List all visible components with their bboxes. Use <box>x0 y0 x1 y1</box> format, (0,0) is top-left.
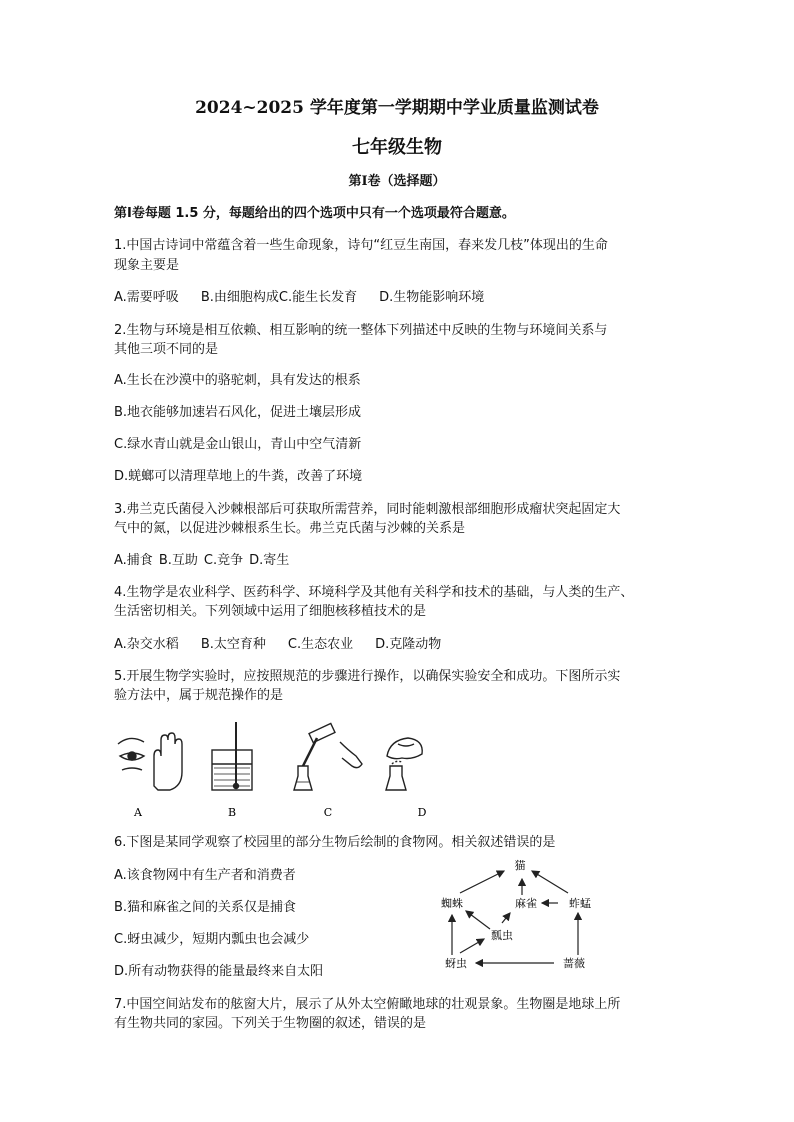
q3-stem-line-2: 气中的氮，以促进沙棘根系生长。弗兰克氏菌与沙棘的关系是 <box>114 521 466 536</box>
q2-option-c: C.绿水青山就是金山银山，青山中空气清新 <box>114 437 362 452</box>
q4-options <box>114 635 463 655</box>
section-heading: 第Ⅰ卷（选择题） <box>348 174 446 189</box>
q2-option-b: B.地衣能够加速岩石风化，促进土壤层形成 <box>114 405 362 420</box>
lab-operations-figure <box>112 720 452 825</box>
q1-option-a: A.需要呼吸 <box>114 290 179 305</box>
node-cat: 猫 <box>514 859 526 872</box>
exam-title: 2024~2025 学年度第一学期期中学业质量监测试卷 <box>195 98 599 118</box>
q1-stem-line-2: 现象主要是 <box>114 258 180 273</box>
q7-stem-line-1: 7.中国空间站发布的舷窗大片，展示了从外太空俯瞰地球的壮观景象。生物圈是地球上所 <box>114 997 621 1012</box>
q1-stem-line-1: 1.中国古诗词中常蕴含着一些生命现象，诗句“红豆生南国，春来发几枝”体现出的生命 <box>114 238 608 253</box>
q2-stem-line-1: 2.生物与环境是相互依赖、相互影响的统一整体下列描述中反映的生物与环境间关系与 <box>114 323 608 338</box>
food-web-diagram <box>430 855 610 975</box>
spray-bottle-drawing <box>386 738 422 790</box>
q4-stem-line-1: 4.生物学是农业科学、医药科学、环境科学及其他有关科学和技术的基础，与人类的生产、 <box>114 585 634 600</box>
q1-options <box>114 288 506 308</box>
q2-option-a: A.生长在沙漠中的骆驼刺，具有发达的根系 <box>114 373 361 388</box>
q5-stem-line-2: 验方法中，属于规范操作的是 <box>114 688 284 703</box>
q6-option-a: A.该食物网中有生产者和消费者 <box>114 868 296 883</box>
q7-stem-line-2: 有生物共同的家园。下列关于生物圈的叙述，错误的是 <box>114 1016 427 1031</box>
node-sparrow: 麻雀 <box>515 897 537 910</box>
q6-option-b: B.猫和麻雀之间的关系仅是捕食 <box>114 900 297 915</box>
q3-option-b: B.互助 <box>158 553 198 568</box>
q5-stem-line-1: 5.开展生物学实验时，应按照规范的步骤进行操作，以确保实验安全和成功。下图所示实 <box>114 669 621 684</box>
q1-option-c: C.能生长发育 <box>278 290 358 305</box>
q3-option-a: A.捕食 <box>114 553 153 568</box>
q4-option-c: C.生态农业 <box>287 637 354 652</box>
q4-option-a: A.杂交水稻 <box>114 637 179 652</box>
node-grasshopper: 蚱蜢 <box>569 897 591 910</box>
figure-label-b: B <box>227 806 237 819</box>
q1-option-d: D.生物能影响环境 <box>379 290 485 305</box>
q1-option-b: B.由细胞构成 <box>200 290 279 305</box>
q4-stem-line-2: 生活密切相关。下列领域中运用了细胞核移植技术的是 <box>114 604 427 619</box>
q6-option-c: C.蚜虫减少，短期内瓢虫也会减少 <box>114 932 310 947</box>
figure-label-a: A <box>134 806 142 819</box>
exam-subject: 七年级生物 <box>352 137 442 158</box>
figure-label-d: D <box>417 806 427 819</box>
test-tube-heating-drawing <box>294 723 362 790</box>
q6-stem: 6.下图是某同学观察了校园里的部分生物后绘制的食物网。相关叙述错误的是 <box>114 835 556 850</box>
node-spider: 蜘蛛 <box>441 897 463 910</box>
beaker-thermometer-drawing <box>212 722 252 790</box>
q3-stem-line-1: 3.弗兰克氏菌侵入沙棘根部后可获取所需营养，同时能刺激根部细胞形成瘤状突起固定大 <box>114 502 621 517</box>
node-ladybug: 瓢虫 <box>491 929 513 942</box>
q4-option-b: B.太空育种 <box>200 637 266 652</box>
q2-stem-line-2: 其他三项不同的是 <box>114 342 219 357</box>
q4-option-d: D.克隆动物 <box>375 637 442 652</box>
q2-option-d: D.蜣螂可以清理草地上的牛粪，改善了环境 <box>114 469 363 484</box>
smelling-gesture-drawing <box>118 733 182 790</box>
node-rose: 蔷薇 <box>563 957 585 970</box>
instructions: 第Ⅰ卷每题 1.5 分，每题给出的四个选项中只有一个选项最符合题意。 <box>114 206 515 221</box>
q3-options <box>114 551 311 571</box>
figure-label-c: C <box>323 806 333 819</box>
node-aphid: 蚜虫 <box>445 957 467 970</box>
q6-option-d: D.所有动物获得的能量最终来自太阳 <box>114 964 324 979</box>
q3-option-c: C.竞争 <box>203 553 244 568</box>
q3-option-d: D.寄生 <box>249 553 290 568</box>
food-web-arrows <box>452 871 578 963</box>
